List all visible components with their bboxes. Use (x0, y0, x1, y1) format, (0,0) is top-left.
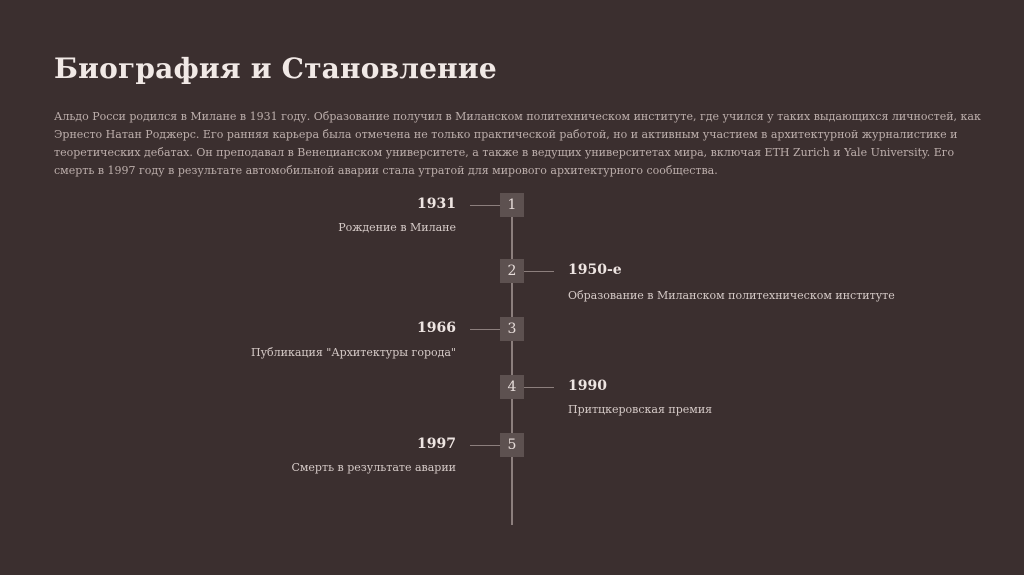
page-title: Биография и Становление (54, 52, 497, 85)
event-description-5: Смерть в результате аварии (291, 461, 456, 474)
timeline-marker-4: 4 (500, 375, 524, 399)
event-description-3: Публикация "Архитектуры города" (250, 346, 456, 359)
event-year-2: 1950-е (568, 262, 622, 278)
timeline-connector-5 (470, 445, 500, 446)
timeline-marker-5: 5 (500, 433, 524, 457)
event-year-4: 1990 (568, 378, 607, 394)
timeline-marker-1: 1 (500, 193, 524, 217)
timeline-connector-3 (470, 329, 500, 330)
timeline-connector-1 (470, 205, 500, 206)
timeline-connector-2 (524, 271, 554, 272)
timeline-axis (511, 195, 513, 525)
timeline-marker-3: 3 (500, 317, 524, 341)
event-description-1: Рождение в Милане (338, 221, 456, 234)
event-description-2: Образование в Миланском политехническом институте (568, 289, 895, 302)
event-year-1: 1931 (417, 196, 456, 212)
event-description-4: Притцкеровская премия (568, 403, 713, 416)
event-year-5: 1997 (417, 436, 456, 452)
intro-paragraph: Альдо Росси родился в Милане в 1931 году. Образование получил в Миланском политехническом институте, где учился у таких выдающихся личностей, как Эрнесто Натан Роджерс. Его ранняя карьера была отмечена не только практической работой, но и активным участием в архитектурной журналистике и теоретических дебатах. Он преподавал в Венецианском университете, а также в ведущих университетах мира, включая ETH Zurich и Yale University. Его смерть в 1997 году в результате автомобильной аварии стала утратой для мирового архитектурного сообщества. (54, 110, 981, 177)
timeline-connector-4 (524, 387, 554, 388)
timeline-marker-2: 2 (500, 259, 524, 283)
event-year-3: 1966 (417, 320, 456, 336)
